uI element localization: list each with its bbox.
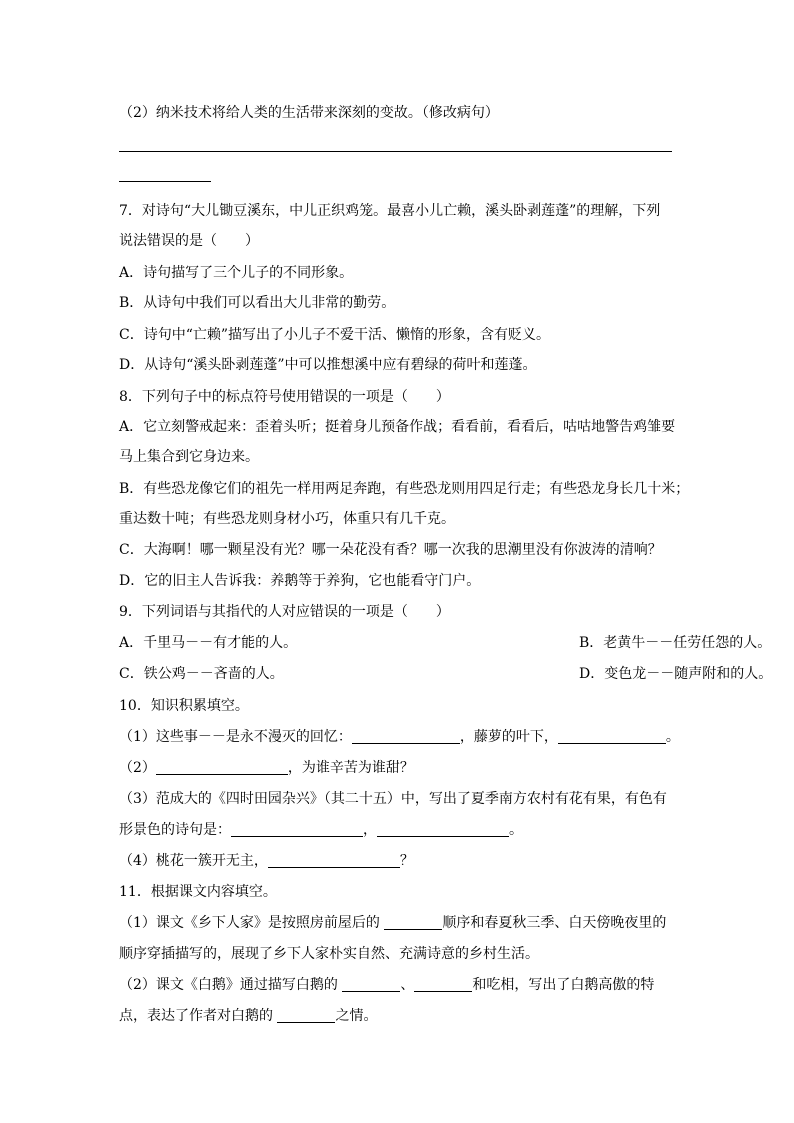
text: （2） <box>119 760 156 776</box>
answer-line-short[interactable] <box>119 181 211 182</box>
fill-blank[interactable] <box>377 822 509 837</box>
question-8-option-b-line-1: B．有些恐龙像它们的祖先一样用两足奔跑，有些恐龙则用四足行走；有些恐龙身长几十米； <box>119 481 690 497</box>
question-10-part-2 <box>119 759 684 777</box>
text: 之情。 <box>335 1008 378 1024</box>
fill-blank[interactable] <box>352 729 460 744</box>
question-7-option-a: A．诗句描写了三个儿子的不同形象。 <box>119 265 354 281</box>
question-10-part-3-line-1: （3）范成大的《四时田园杂兴》（其二十五）中，写出了夏季南方农村有花有果，有色有 <box>119 791 667 807</box>
text: ，为谁辛苦为谁甜？ <box>287 760 414 776</box>
question-7-stem-line-2: 说法错误的是（ ） <box>119 233 259 249</box>
question-10-part-4 <box>119 852 684 870</box>
question-11-part-1-line-1 <box>119 914 684 932</box>
text: ， <box>363 822 377 838</box>
fill-blank[interactable] <box>558 729 666 744</box>
question-10-part-1 <box>119 728 684 746</box>
text: 。 <box>665 729 680 745</box>
question-8-option-a-line-2: 马上集合到它身边来。 <box>119 449 259 465</box>
question-6-part-2: （2）纳米技术将给人类的生活带来深刻的变故。（修改病句） <box>119 105 499 121</box>
question-8-option-c: C．大海啊！哪一颗星没有光？哪一朵花没有香？哪一次我的思潮里没有你波涛的清响？ <box>119 542 662 558</box>
fill-blank[interactable] <box>268 853 400 868</box>
text: ，藤萝的叶下， <box>459 729 558 745</box>
question-9-row-2 <box>119 665 773 683</box>
fill-blank[interactable] <box>384 915 442 930</box>
question-9-option-a: A．千里马－－有才能的人。 <box>119 635 298 651</box>
fill-blank[interactable] <box>231 822 363 837</box>
text: （2）课文《白鹅》通过描写白鹅的 <box>119 977 343 993</box>
question-9-option-b: B．老黄牛－－任劳任怨的人。 <box>579 635 772 651</box>
question-11-part-2-line-1 <box>119 976 684 994</box>
question-9-option-c: C．铁公鸡－－吝啬的人。 <box>119 666 284 682</box>
fill-blank[interactable] <box>342 977 400 992</box>
text: 。 <box>509 822 523 838</box>
answer-line-long[interactable] <box>119 151 672 152</box>
question-8-option-b-line-2: 重达数十吨；有些恐龙则身材小巧，体重只有几千克。 <box>119 511 455 527</box>
fill-blank[interactable] <box>414 977 472 992</box>
question-7-option-c: C．诗句中“亡赖”描写出了小儿子不爱干活、懒惰的形象，含有贬义。 <box>119 327 551 343</box>
question-11-part-2-line-2 <box>119 1007 684 1025</box>
question-11-stem: 11．根据课文内容填空。 <box>119 884 277 900</box>
question-7-option-b: B．从诗句中我们可以看出大儿非常的勤劳。 <box>119 295 396 311</box>
question-10-stem: 10．知识积累填空。 <box>119 698 249 714</box>
fill-blank[interactable] <box>277 1008 335 1023</box>
text: 点，表达了作者对白鹅的 <box>119 1008 278 1024</box>
text: （1）这些事－－是永不漫灭的回忆： <box>119 729 352 745</box>
question-9-row-1 <box>119 634 772 652</box>
text: 顺序和春夏秋三季、白天傍晚夜里的 <box>442 915 667 931</box>
question-10-part-3-line-2 <box>119 821 684 839</box>
text: （4）桃花一簇开无主， <box>119 853 268 869</box>
question-8-stem: 8．下列句子中的标点符号使用错误的一项是（ ） <box>119 389 450 405</box>
question-8-option-d: D．它的旧主人告诉我：养鹅等于养狗，它也能看守门户。 <box>119 573 481 589</box>
question-8-option-a-line-1: A．它立刻警戒起来：歪着头听；挺着身儿预备作战；看看前，看看后，咕咕地警告鸡雏要 <box>119 419 676 435</box>
question-9-stem: 9．下列词语与其指代的人对应错误的一项是（ ） <box>119 604 450 620</box>
text: ？ <box>399 853 414 869</box>
fill-blank[interactable] <box>156 760 288 775</box>
text: 形景色的诗句是： <box>119 822 231 838</box>
question-9-option-d: D．变色龙－－随声附和的人。 <box>579 666 773 682</box>
question-7-option-d: D．从诗句“溪头卧剥莲蓬”中可以推想溪中应有碧绿的荷叶和莲蓬。 <box>119 357 537 373</box>
text: （1）课文《乡下人家》是按照房前屋后的 <box>119 915 385 931</box>
question-11-part-1-line-2: 顺序穿插描写的，展现了乡下人家朴实自然、充满诗意的乡村生活。 <box>119 946 539 962</box>
question-7-stem-line-1: 7．对诗句“大儿锄豆溪东，中儿正织鸡笼。最喜小儿亡赖，溪头卧剥莲蓬”的理解，下列 <box>119 203 661 219</box>
text: 和吃相，写出了白鹅高傲的特 <box>472 977 655 993</box>
text: 、 <box>400 977 415 993</box>
